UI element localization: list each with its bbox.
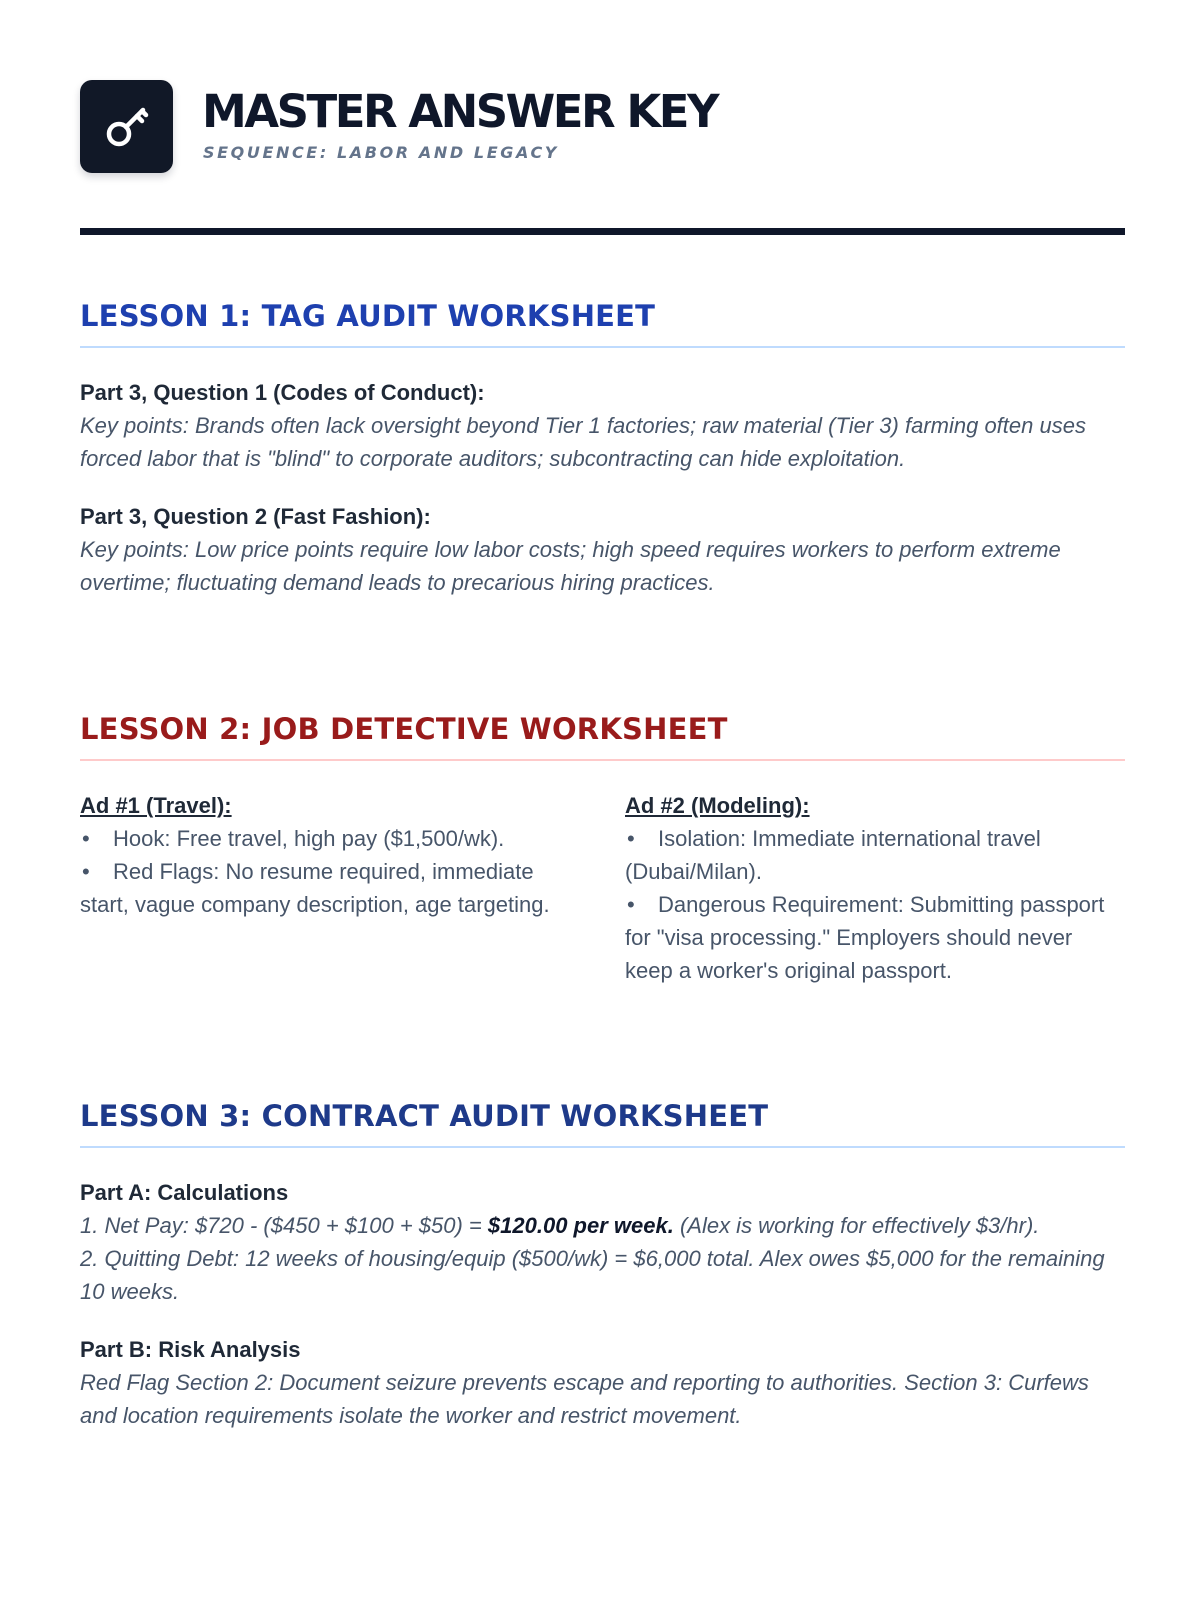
bullet-icon: •	[627, 892, 635, 917]
key-icon	[80, 80, 173, 173]
net-pay-note: (Alex is working for effectively $3/hr).	[673, 1213, 1040, 1238]
ad-2-column	[625, 789, 1120, 987]
lesson-3-section	[80, 1096, 1125, 1432]
question-answer: Key points: Low price points require low labor costs; high speed requires workers to perform extreme overtime; fluctuating demand leads to precarious hiring practices.	[80, 537, 1061, 595]
lesson-1-question-1	[80, 376, 1125, 475]
list-item	[80, 855, 575, 921]
lesson-1-question-2	[80, 500, 1125, 599]
part-b-block	[80, 1333, 1125, 1432]
part-b-answer: Red Flag Section 2: Document seizure prevents escape and reporting to authorities. Section 3: Curfews and location requirements isolate the worker and restrict movement.	[80, 1370, 1089, 1428]
ad-columns	[80, 789, 1125, 987]
list-item-text: Isolation: Immediate international travel (Dubai/Milan).	[625, 826, 1041, 884]
bullet-icon: •	[82, 859, 90, 884]
lesson-3-divider	[80, 1146, 1125, 1148]
net-pay-text: 1. Net Pay: $720 - ($450 + $100 + $50) =	[80, 1213, 488, 1238]
list-item-text: Red Flags: No resume required, immediate start, vague company description, age targeting.	[80, 859, 550, 917]
list-item	[625, 822, 1120, 888]
ad-2-label: Ad #2 (Modeling):	[625, 793, 810, 818]
question-label: Part 3, Question 2 (Fast Fashion):	[80, 504, 431, 529]
part-a-block	[80, 1176, 1125, 1308]
list-item	[625, 888, 1120, 987]
list-item-text: Dangerous Requirement: Submitting passport for "visa processing." Employers should never keep a worker's original passport.	[625, 892, 1105, 983]
net-pay-line	[80, 1209, 1125, 1242]
lesson-3-title: LESSON 3: CONTRACT AUDIT WORKSHEET	[80, 1099, 769, 1133]
bullet-icon: •	[82, 826, 90, 851]
list-item	[80, 822, 575, 855]
lesson-1-title: LESSON 1: TAG AUDIT WORKSHEET	[80, 299, 656, 333]
list-item-text: Hook: Free travel, high pay ($1,500/wk).	[113, 826, 505, 851]
lesson-2-section	[80, 709, 1125, 987]
lesson-1-section	[80, 296, 1125, 599]
ad-1-label: Ad #1 (Travel):	[80, 793, 232, 818]
bullet-icon: •	[627, 826, 635, 851]
lesson-1-divider	[80, 346, 1125, 348]
net-pay-result: $120.00 per week.	[487, 1213, 674, 1238]
part-b-label: Part B: Risk Analysis	[80, 1337, 301, 1362]
lesson-2-title: LESSON 2: JOB DETECTIVE WORKSHEET	[80, 712, 728, 746]
header-divider	[80, 228, 1125, 235]
ad-1-column	[80, 789, 575, 987]
page-subtitle: SEQUENCE: LABOR AND LEGACY	[203, 143, 559, 162]
question-label: Part 3, Question 1 (Codes of Conduct):	[80, 380, 485, 405]
part-a-label: Part A: Calculations	[80, 1180, 289, 1205]
quitting-debt-line: 2. Quitting Debt: 12 weeks of housing/equip ($500/wk) = $6,000 total. Alex owes $5,000 for the remaining 10 weeks.	[80, 1246, 1105, 1304]
lesson-2-divider	[80, 759, 1125, 761]
question-answer: Key points: Brands often lack oversight beyond Tier 1 factories; raw material (Tier 3) farming often uses forced labor that is "blind" to corporate auditors; subcontracting can hide exploitation.	[80, 413, 1086, 471]
page-title: MASTER ANSWER KEY	[202, 85, 718, 138]
